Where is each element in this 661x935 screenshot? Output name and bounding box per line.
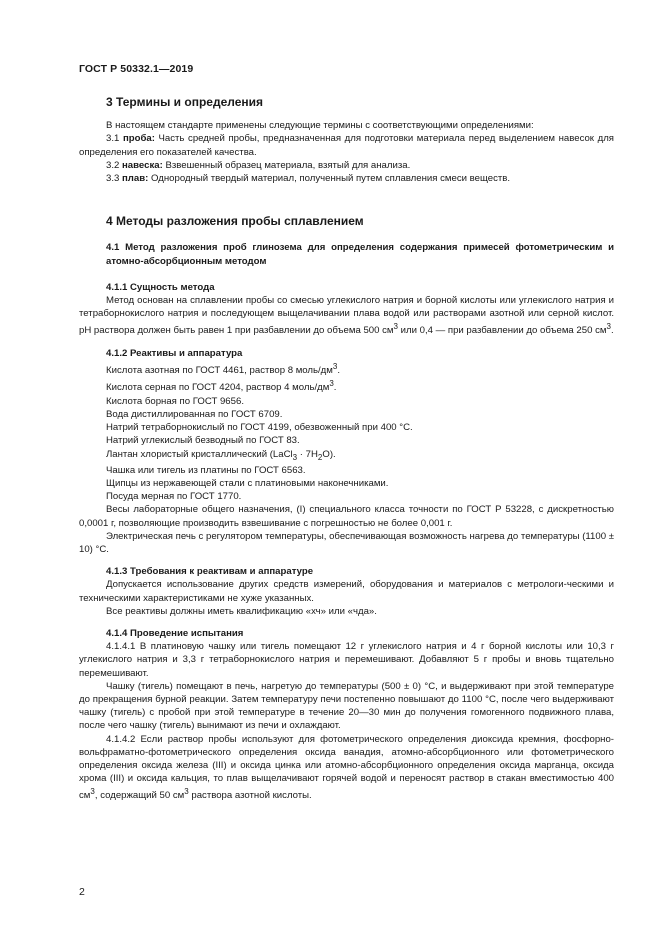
- paragraph-4-1-4-1: 4.1.4.1 В платиновую чашку или тигель помещают 12 г углекислого натрия и 4 г борной кислоты или 10,3 г углекислого натрия и 3,3 г тетраборнокислого натрия и перемешивают. Добавляют 5 г пробы и вновь тщательно перемешивают.: [79, 641, 614, 679]
- superscript: 3: [329, 379, 334, 389]
- reagent-item: Посуда мерная по ГОСТ 1770.: [106, 491, 242, 503]
- text-part: 4.1.4.2 Если раствор пробы используют для фотометрического определения диоксида кремния, фосфорно-вольфраматно-фотометрического определения оксида ванадия, атомно-абсорбционного или фотометрического определения оксида железа (III) и оксида цинка или атомно-абсорбционного определения оксида марганца, оксида хрома (III) и оксида кальция, то плав выщелачивают горячей водой и переносят раствор в стакан вместимостью 400 см: [79, 733, 614, 802]
- section-4-1-3-text-2: Все реактивы должны иметь квалификацию «хч» или «чда».: [106, 605, 377, 617]
- superscript: 3: [184, 787, 189, 797]
- scales-item: Весы лабораторные общего назначения, (I) специального класса точности по ГОСТ Р 53228, с дискретностью 0,0001 г, позволяющие производить взвешивание с погрешностью не более 0,001 г.: [79, 504, 614, 529]
- term-3-1: [79, 132, 614, 158]
- reagent-item: [79, 377, 614, 394]
- term-name: плав:: [122, 173, 149, 185]
- section-4-1-3-title: 4.1.3 Требования к реактивам и аппаратуре: [106, 566, 314, 578]
- text-part: · 7H: [297, 448, 318, 460]
- superscript: 3: [606, 322, 611, 332]
- term-name: навеска:: [122, 159, 163, 171]
- term-definition: Часть средней пробы, предназначенная для подготовки материала перед выделением навесок для определения его показателей качества.: [79, 133, 614, 158]
- subscript: 2: [317, 452, 323, 462]
- reagent-item: Натрий тетраборнокислый по ГОСТ 4199, обезвоженный при 400 °C.: [106, 422, 413, 434]
- text-part: .: [337, 365, 341, 377]
- text-part: .: [610, 325, 614, 337]
- document-body: [79, 92, 614, 803]
- term-3-3: [79, 172, 614, 185]
- subscript: 3: [292, 452, 298, 462]
- text-part: Лантан хлористый кристаллический (LaCl: [106, 448, 293, 460]
- superscript: 3: [332, 362, 338, 372]
- document-header: ГОСТ Р 50332.1—2019: [79, 63, 194, 75]
- section-4-1-title: 4.1 Метод разложения проб глинозема для определения содержания примесей фотометрическим и атомно-абсорбционным методом: [106, 242, 614, 267]
- text-part: O).: [322, 448, 336, 460]
- paragraph-4-1-4-1-cont: Чашку (тигель) помещают в печь, нагретую до температуры (500 ± 0) °C, и выдерживают при этой температуре до прекращения бурной реакции. Затем температуру печи постепенно повышают до 1100 °C, после чего выдерживают чашку (тигель) с пробой при этой температуре в течение 20—30 мин до получения гомогенного подвижного плава, после чего чашку (тигель) вынимают из печи и охлаждают.: [79, 680, 614, 732]
- superscript: 3: [90, 787, 95, 797]
- page-number: 2: [79, 886, 85, 898]
- section-4-1-1-text: [79, 294, 614, 338]
- term-definition: Взвешенный образец материала, взятый для анализа.: [165, 159, 411, 171]
- text-part: или 0,4 — при разбавлении до объема 250 см: [397, 325, 607, 337]
- text-part: Метод основан на сплавлении пробы со смесью углекислого натрия и борной кислоты или углекислого натрия и тетраборнокислого натрия и последующем выщелачивании плава водой или растворами азотной или серной кислот. pH раствора должен быть равен 1 при разбавлении до объема 500 см: [79, 295, 614, 337]
- superscript: 3: [393, 322, 398, 332]
- term-number: 3.3: [106, 173, 120, 185]
- text-part: раствора азотной кислоты.: [188, 790, 312, 802]
- text-part: , содержащий 50 см: [94, 790, 185, 802]
- paragraph-4-1-4-2: [79, 733, 614, 803]
- reagent-item: [79, 448, 614, 464]
- term-number: 3.1: [106, 133, 120, 145]
- text-part: Кислота азотная по ГОСТ 4461, раствор 8 моль/дм: [106, 365, 333, 377]
- section-4-1-2-title: 4.1.2 Реактивы и аппаратура: [106, 347, 243, 359]
- section-4-1-4-title: 4.1.4 Проведение испытания: [106, 627, 244, 639]
- term-name: проба:: [122, 133, 155, 145]
- section-4-1-1-title: 4.1.1 Сущность метода: [106, 281, 215, 293]
- reagent-item: Натрий углекислый безводный по ГОСТ 83.: [106, 435, 300, 447]
- reagent-item: Чашка или тигель из платины по ГОСТ 6563.: [106, 464, 306, 476]
- reagent-item: Щипцы из нержавеющей стали с платиновыми наконечниками.: [106, 477, 389, 489]
- section-4-1-3-text: Допускается использование других средств измерений, оборудования и материалов с метрологи-ческими и техническими характеристиками не хуже указанных.: [79, 579, 614, 604]
- term-3-2: [79, 159, 614, 172]
- term-definition: Однородный твердый материал, полученный путем сплавления смеси веществ.: [151, 173, 511, 185]
- reagent-item: Кислота борная по ГОСТ 9656.: [106, 395, 244, 407]
- section-3-intro: В настоящем стандарте применены следующие термины с соответствующими определениями:: [106, 120, 534, 132]
- section-4-title: 4 Методы разложения пробы сплавлением: [106, 214, 364, 229]
- reagents-list: [79, 360, 614, 503]
- reagent-item: [79, 360, 614, 377]
- furnace-item: Электрическая печь с регулятором температуры, обеспечивающая возможность нагрева до температуры (1100 ± 10) °C.: [79, 530, 614, 555]
- section-3-title: 3 Термины и определения: [106, 95, 264, 109]
- term-number: 3.2: [106, 159, 120, 171]
- reagent-item: Вода дистиллированная по ГОСТ 6709.: [106, 409, 283, 421]
- text-part: Кислота серная по ГОСТ 4204, раствор 4 моль/дм: [106, 382, 330, 394]
- text-part: .: [333, 382, 337, 394]
